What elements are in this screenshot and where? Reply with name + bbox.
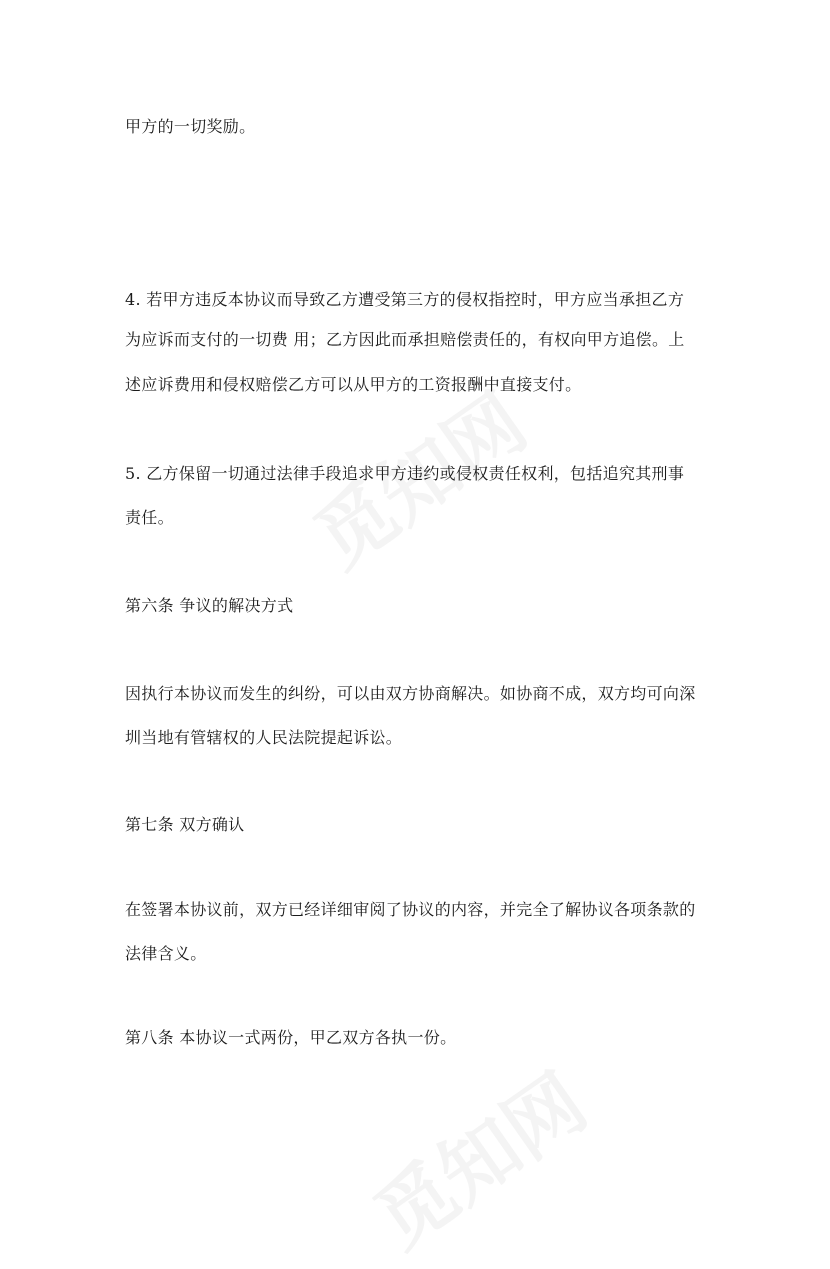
watermark bbox=[349, 1043, 605, 1269]
paragraph-line: 述应诉费用和侵权赔偿乙方可以从甲方的工资报酬中直接支付。 bbox=[125, 375, 582, 394]
paragraph-line: 责任。 bbox=[125, 508, 174, 527]
paragraph-line: 因执行本协议而发生的纠纷，可以由双方协商解决。如协商不成，双方均可向深 bbox=[125, 684, 696, 703]
paragraph-line: 法律含义。 bbox=[125, 944, 207, 963]
paragraph-line: 圳当地有管辖权的人民法院提起诉讼。 bbox=[125, 728, 403, 747]
paragraph-line: 4. 若甲方违反本协议而导致乙方遭受第三方的侵权指控时，甲方应当承担乙方 bbox=[125, 290, 685, 309]
paragraph-line: 甲方的一切奖励。 bbox=[125, 117, 256, 136]
paragraph-line: 在签署本协议前，双方已经详细审阅了协议的内容，并完全了解协议各项条款的 bbox=[125, 900, 696, 919]
section-heading: 第六条 争议的解决方式 bbox=[125, 596, 294, 615]
section-heading: 第七条 双方确认 bbox=[125, 815, 245, 834]
section-heading: 第八条 本协议一式两份，甲乙双方各执一份。 bbox=[125, 1028, 457, 1047]
paragraph-line: 5. 乙方保留一切通过法律手段追求甲方违约或侵权责任权利，包括追究其刑事 bbox=[125, 464, 685, 483]
paragraph-line: 为应诉而支付的一切费 用；乙方因此而承担赔偿责任的，有权向甲方追偿。上 bbox=[125, 330, 685, 349]
